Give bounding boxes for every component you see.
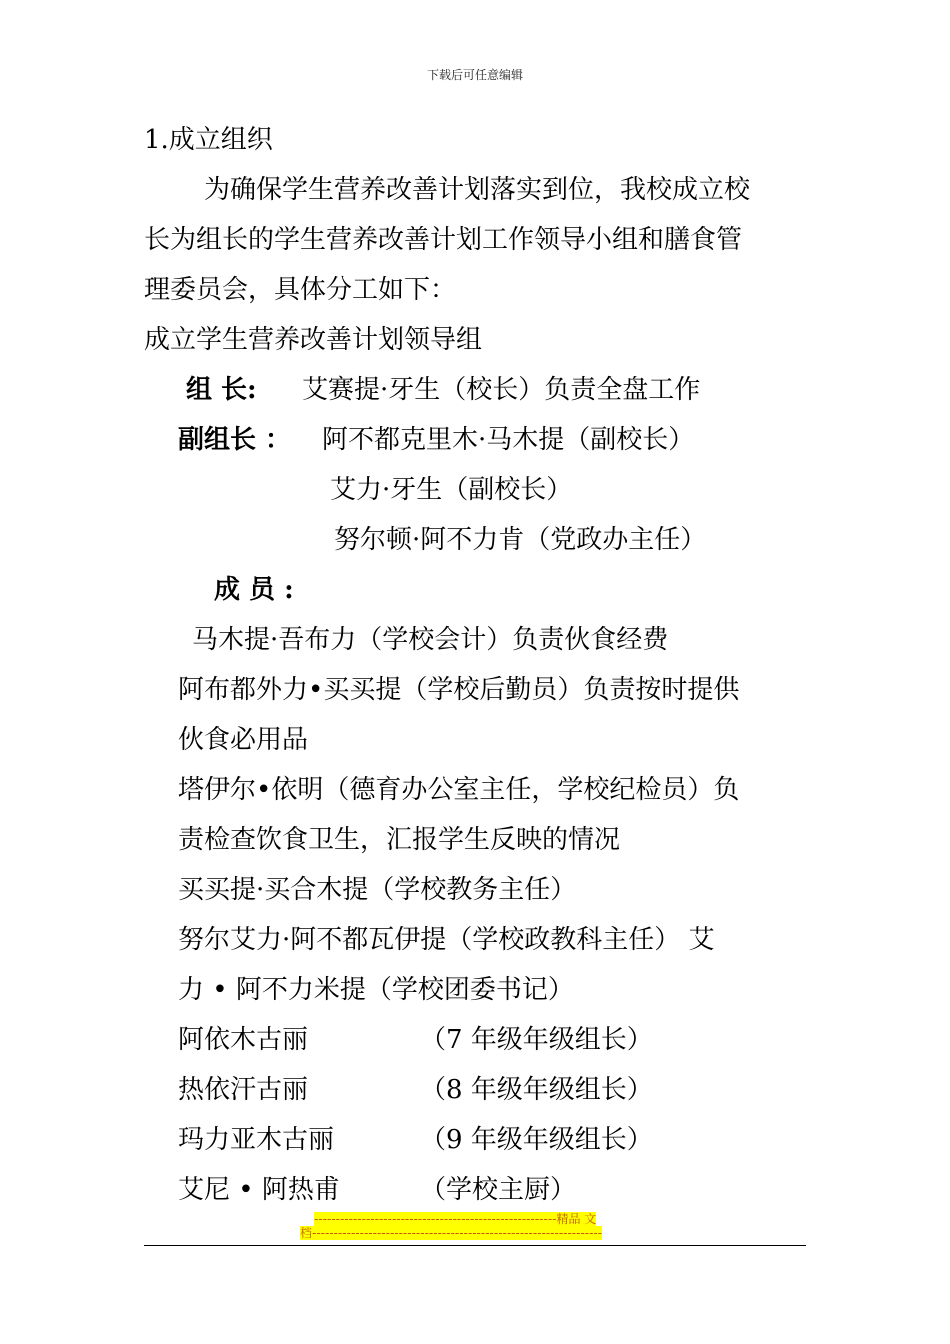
deputy-label: 副组长 ：	[178, 425, 292, 455]
member-line: 塔伊尔•依明（德育办公室主任，学校纪检员）负	[178, 775, 740, 805]
footer-watermark	[300, 1212, 650, 1240]
grade-member-name: 阿依木古丽	[178, 1025, 309, 1055]
member-line: 努尔艾力·阿不都瓦伊提（学校政教科主任） 艾	[178, 925, 715, 955]
footer-line-2: 档-------------------------------------------------------------------	[300, 1226, 603, 1240]
deputy-name: 艾力·牙生（副校长）	[330, 475, 573, 505]
footer-line-1: --------------------------------------------------------精品 文	[314, 1212, 597, 1226]
grade-member-name: 艾尼 • 阿热甫	[178, 1175, 340, 1205]
member-line: 力 • 阿不力米提（学校团委书记）	[178, 975, 574, 1005]
grade-member-role: （8 年级年级组长）	[420, 1075, 653, 1105]
deputy-name: 阿不都克里木·马木提（副校长）	[322, 425, 695, 455]
member-line: 责检查饮食卫生，汇报学生反映的情况	[178, 825, 621, 855]
group-title: 成立学生营养改善计划领导组	[144, 325, 483, 355]
grade-member-role: （7 年级年级组长）	[420, 1025, 653, 1055]
deputy-name: 努尔顿·阿不力肯（党政办主任）	[334, 525, 707, 555]
grade-member-name: 玛力亚木古丽	[178, 1125, 335, 1155]
member-line: 买买提·买合木提（学校教务主任）	[178, 875, 577, 905]
members-label: 成 员 :	[214, 575, 294, 605]
page-header-note: 下载后可任意编辑	[426, 68, 523, 82]
leader-text: 艾赛提·牙生（校长）负责全盘工作	[302, 375, 701, 405]
leader-label: 组 长:	[186, 375, 257, 405]
intro-line-3: 理委员会，具体分工如下：	[144, 275, 457, 305]
section-heading: 1.成立组织	[144, 125, 273, 155]
grade-member-name: 热依汗古丽	[178, 1075, 309, 1105]
footer-rule	[144, 1245, 806, 1246]
grade-member-role: （学校主厨）	[420, 1175, 577, 1205]
member-line: 马木提·吾布力（学校会计）负责伙食经费	[192, 625, 669, 655]
member-line: 阿布都外力•买买提（学校后勤员）负责按时提供	[178, 675, 740, 705]
member-line: 伙食必用品	[178, 725, 309, 755]
intro-line-2: 长为组长的学生营养改善计划工作领导小组和膳食管	[144, 225, 743, 255]
intro-line-1: 为确保学生营养改善计划落实到位，我校成立校	[204, 175, 751, 205]
grade-member-role: （9 年级年级组长）	[420, 1125, 653, 1155]
